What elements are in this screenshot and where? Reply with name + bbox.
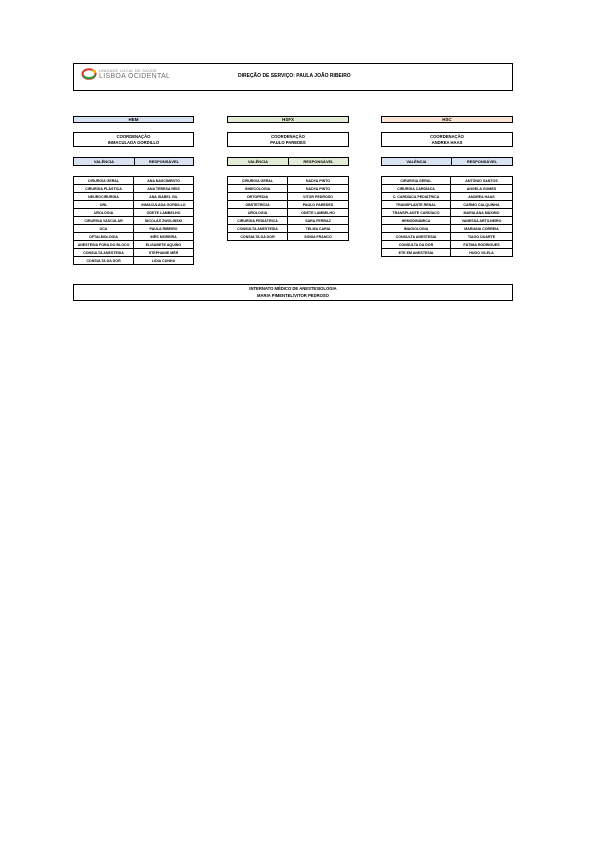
responsavel-cell: INÊS MOREIRA	[134, 233, 194, 241]
hospital-hsc-title: HSC	[381, 116, 513, 123]
hsc-rows	[382, 177, 513, 257]
table-row	[228, 201, 349, 209]
responsavel-cell: ANTÓNIO SANTOS	[451, 177, 513, 185]
table-row	[382, 249, 513, 257]
valencia-cell: CIRURGIA CARDÍACA	[382, 185, 451, 193]
responsavel-cell: NADYA PINTO	[288, 185, 349, 193]
table-row	[228, 193, 349, 201]
hsc-valencias-table	[381, 176, 513, 257]
coord-name: ANDREA HAAS	[431, 139, 463, 145]
table-row	[74, 257, 194, 265]
hsfx-valencias-table	[227, 176, 349, 241]
valencia-header: VALÊNCIA	[228, 158, 289, 166]
table-row	[228, 233, 349, 241]
service-direction: DIREÇÃO DE SERVIÇO: PAULA JOÃO RIBEIRO	[238, 73, 351, 79]
responsavel-cell: VITOR PEDROSO	[288, 193, 349, 201]
table-row	[382, 233, 513, 241]
table-row	[228, 185, 349, 193]
responsavel-header: RESPONSÁVEL	[289, 158, 349, 166]
coord-name: PAULO PAREDES	[270, 139, 306, 145]
valencia-cell: CIRURGIA GERAL	[382, 177, 451, 185]
hem-rows	[74, 177, 194, 265]
hsc-coordination	[381, 132, 513, 147]
valencia-cell: CONSULTA ANESTESIA	[382, 233, 451, 241]
table-row	[382, 177, 513, 185]
table-row	[74, 249, 194, 257]
valencia-cell: OBSTETRÍCIA	[228, 201, 288, 209]
hsfx-column-headers	[227, 157, 349, 166]
internato-title: INTERNATO MÉDICO DE ANESTESIOLOGIA	[249, 286, 337, 291]
valencia-cell: CIRURGIA GERAL	[74, 177, 134, 185]
responsavel-cell: ANA NASCIMENTO	[134, 177, 194, 185]
valencia-cell: IMAGIOLOGIA	[382, 225, 451, 233]
hem-column-headers	[73, 157, 194, 166]
responsavel-cell: ODETE LAMBELHO	[134, 209, 194, 217]
valencia-cell: CIRURGIA PLÁSTICA	[74, 185, 134, 193]
table-row	[74, 241, 194, 249]
valencia-header: VALÊNCIA	[74, 158, 135, 166]
valencia-header: VALÊNCIA	[382, 158, 452, 166]
table-row	[382, 241, 513, 249]
valencia-cell: NEUROCIRURGIA	[74, 193, 134, 201]
responsavel-cell: ANGELA GOMES	[451, 185, 513, 193]
responsavel-cell: PAULO PAREDES	[288, 201, 349, 209]
table-row	[228, 209, 349, 217]
valencia-cell: ANESTESIA FORA DO BLOCO	[74, 241, 134, 249]
valencia-cell: UROLOGIA	[74, 209, 134, 217]
coord-title: COORDENAÇÃO	[430, 133, 464, 139]
valencia-cell: CIRURGIA PEDIÁTRICA	[228, 217, 288, 225]
responsavel-header: RESPONSÁVEL	[135, 158, 194, 166]
hospital-hem-title: HEM	[73, 116, 194, 123]
coord-name: INMACULADA GORDILLO	[107, 139, 160, 145]
valencia-cell: TRANSPLANTE RENAL	[382, 201, 451, 209]
valencia-cell: UROLOGIA	[228, 209, 288, 217]
valencia-cell: CONSULTA DA DOR	[382, 241, 451, 249]
table-row	[382, 217, 513, 225]
table-row	[382, 185, 513, 193]
table-row	[74, 225, 194, 233]
hem-coordination	[73, 132, 194, 147]
responsavel-cell: CARMO CALQUINHA	[451, 201, 513, 209]
valencia-cell: ETE EM ANESTESIA	[382, 249, 451, 257]
hem-valencias-table	[73, 176, 194, 265]
responsavel-header: RESPONSÁVEL	[452, 158, 513, 166]
responsavel-cell: NADYA PINTO	[288, 177, 349, 185]
valencia-cell: CONSULTA ANESTESIA	[74, 249, 134, 257]
coord-title: COORDENAÇÃO	[271, 133, 305, 139]
table-row	[382, 201, 513, 209]
table-row	[382, 225, 513, 233]
valencia-cell: GINECOLOGIA	[228, 185, 288, 193]
responsavel-cell: SÓNIA FRANCO	[288, 233, 349, 241]
valencia-cell: CONSULTA DA DOR	[74, 257, 134, 265]
responsavel-cell: ANDREA HAAS	[451, 193, 513, 201]
internato-box	[73, 284, 513, 301]
table-row	[382, 193, 513, 201]
uls-logo-icon	[81, 68, 97, 80]
responsavel-cell: ODETE LAMBELHO	[288, 209, 349, 217]
valencia-cell: CONSULTA DA DOR	[228, 233, 288, 241]
hsc-column-headers	[381, 157, 513, 166]
coord-title: COORDENAÇÃO	[116, 133, 151, 139]
responsavel-cell: FÁTIMA RODRIGUES	[451, 241, 513, 249]
internato-names: MARIA PIMENTEL/VITOR PEDROSO	[257, 292, 329, 298]
table-row	[228, 225, 349, 233]
valencia-cell: OFTALMOLOGIA	[74, 233, 134, 241]
hospital-hsfx-title: HSFX	[227, 116, 349, 123]
responsavel-cell: VANESSA ARTILHEIRO	[451, 217, 513, 225]
responsavel-cell: HUGO VILELA	[451, 249, 513, 257]
hsfx-coordination	[227, 132, 349, 147]
valencia-cell: UCA	[74, 225, 134, 233]
table-row	[74, 209, 194, 217]
responsavel-cell: ANA TERESA REIS	[134, 185, 194, 193]
responsavel-cell: MARIANA CORREIA	[451, 225, 513, 233]
valencia-cell: ORL	[74, 201, 134, 209]
valencia-cell: TRANSPLANTE CARDÍACO	[382, 209, 451, 217]
responsavel-cell: STEPHANIE MÉR	[134, 249, 194, 257]
valencia-cell: C. CARDÍACA PEDIÁTRICA	[382, 193, 451, 201]
responsavel-cell: INMACULADA GORDILLO	[134, 201, 194, 209]
valencia-cell: CIRURGIA VASCULAR	[74, 217, 134, 225]
table-row	[74, 193, 194, 201]
org-title: LISBOA OCIDENTAL	[99, 73, 171, 80]
table-row	[74, 177, 194, 185]
table-row	[74, 201, 194, 209]
table-row	[74, 185, 194, 193]
valencia-cell: CONSULTA ANESTESIA	[228, 225, 288, 233]
responsavel-cell: PAULA RIBEIRO	[134, 225, 194, 233]
responsavel-cell: TIAGO DUARTE	[451, 233, 513, 241]
responsavel-cell: MARIA ANA MÁXIMO	[451, 209, 513, 217]
valencia-cell: CIRURGIA GERAL	[228, 177, 288, 185]
responsavel-cell: TELMA CARIA	[288, 225, 349, 233]
table-row	[228, 177, 349, 185]
hsfx-rows	[228, 177, 349, 241]
table-row	[74, 233, 194, 241]
responsavel-cell: ELISABETE AQUINO	[134, 241, 194, 249]
responsavel-cell: SARA FERRAZ	[288, 217, 349, 225]
table-row	[74, 217, 194, 225]
table-row	[228, 217, 349, 225]
org-subtitle: UNIDADE LOCAL DE SAÚDE	[99, 68, 158, 73]
valencia-cell: ORTOPEDIA	[228, 193, 288, 201]
valencia-cell: HEMODINÂMICA	[382, 217, 451, 225]
table-row	[382, 209, 513, 217]
responsavel-cell: NICOLÁS ZWOLINSKI	[134, 217, 194, 225]
responsavel-cell: ANA ISABEL GIL	[134, 193, 194, 201]
responsavel-cell: LIDIA CUNHA	[134, 257, 194, 265]
